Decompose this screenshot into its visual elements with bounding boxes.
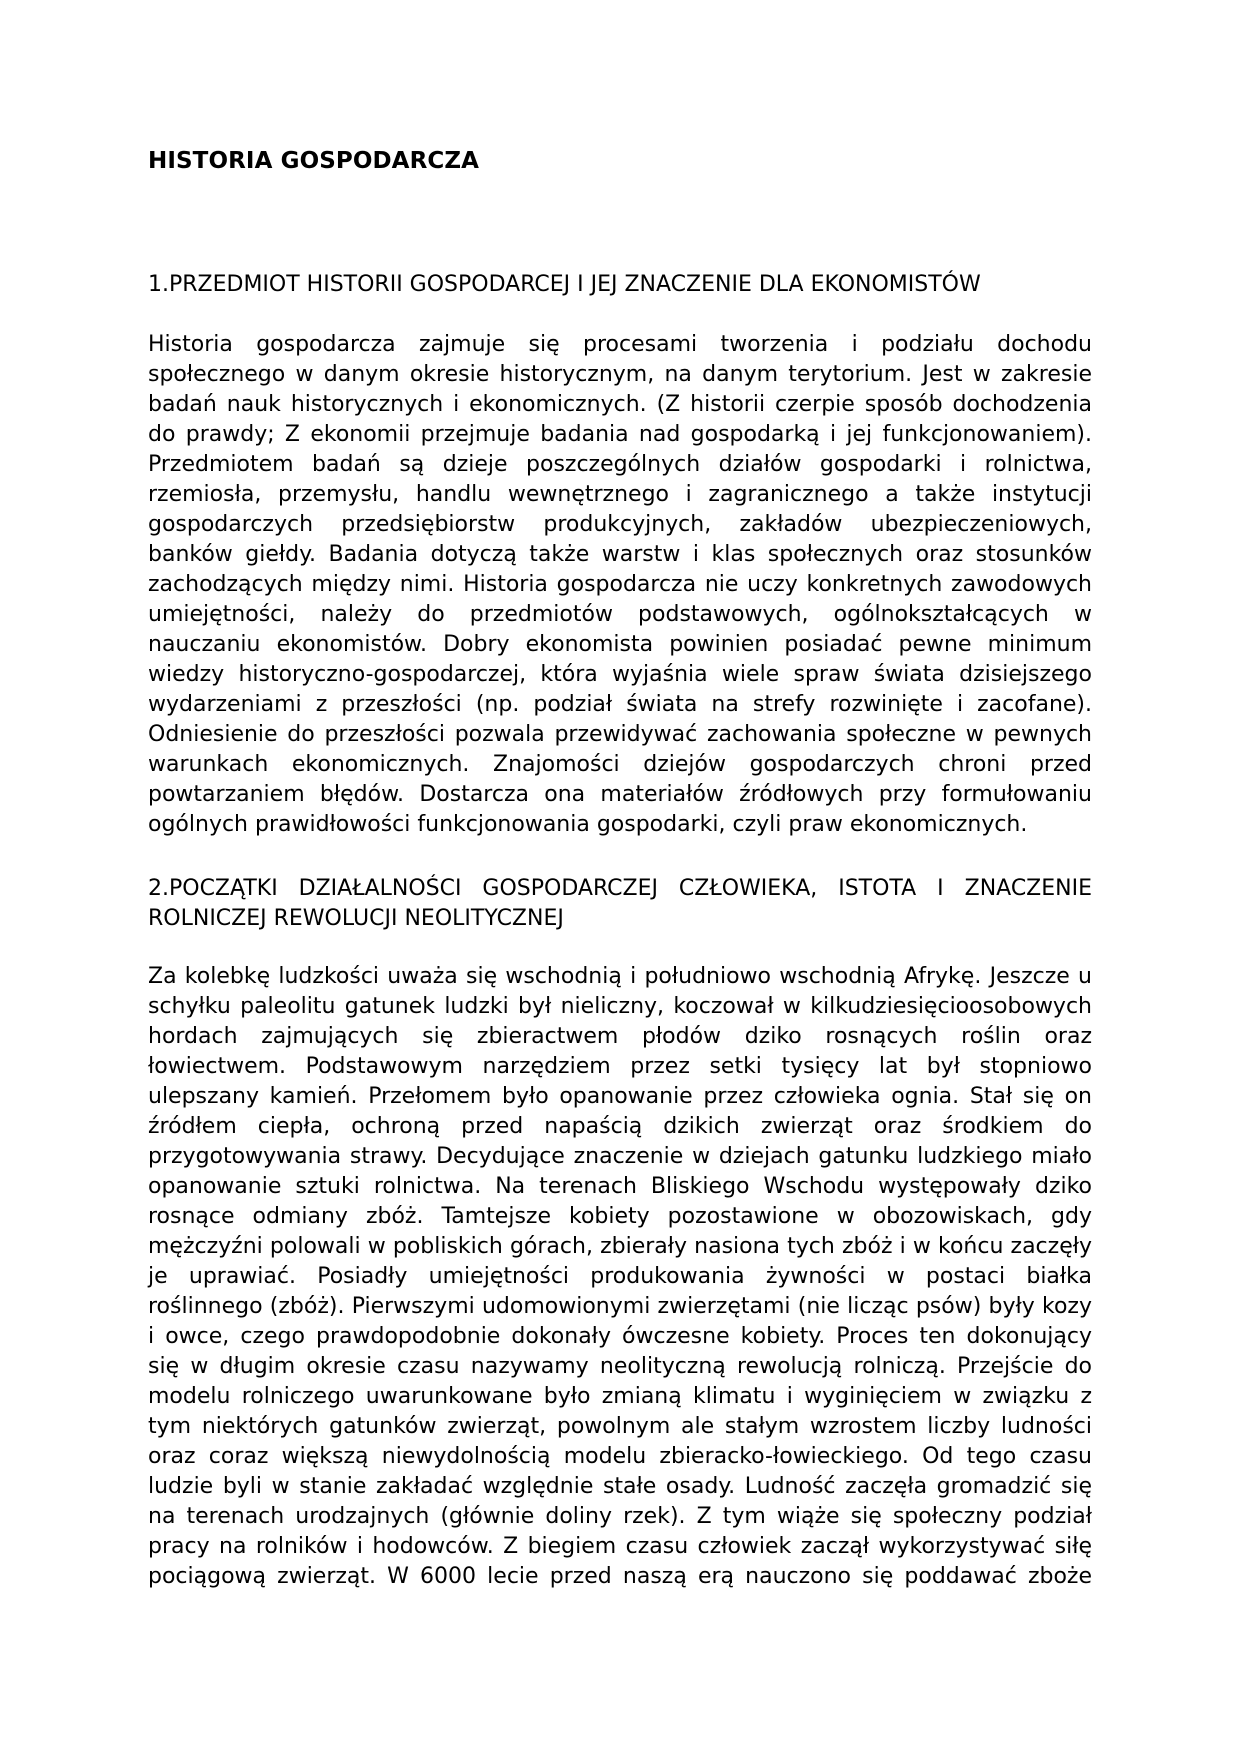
section-1-heading: 1.PRZEDMIOT HISTORII GOSPODARCEJ I JEJ ZNACZENIE DLA EKONOMISTÓW	[148, 272, 981, 297]
text-line: schyłku paleolitu gatunek ludzki był nieliczny, koczował w kilkudziesięcioosobowych	[148, 994, 1092, 1019]
text-line: ogólnych prawidłowości funkcjonowania gospodarki, czyli praw ekonomicznych.	[148, 812, 1028, 837]
text-line: tym niektórych gatunków zwierząt, powolnym ale stałym wzrostem liczby ludności	[148, 1414, 1092, 1439]
section-1-paragraph	[148, 330, 1092, 840]
text-line: zachodzących między nimi. Historia gospodarcza nie uczy konkretnych zawodowych	[148, 572, 1092, 597]
text-line: Za kolebkę ludzkości uważa się wschodnią i południowo wschodnią Afrykę. Jeszcze u	[148, 964, 1092, 989]
text-line: nauczaniu ekonomistów. Dobry ekonomista powinien posiadać pewne minimum	[148, 632, 1092, 657]
text-line: wydarzeniami z przeszłości (np. podział świata na strefy rozwinięte i zacofane).	[148, 692, 1092, 717]
text-line: i owce, czego prawdopodobnie dokonały ówczesne kobiety. Proces ten dokonujący	[148, 1324, 1092, 1349]
text-line: pociągową zwierząt. W 6000 lecie przed naszą erą nauczono się poddawać zboże	[148, 1564, 1092, 1589]
section-2-paragraph	[148, 962, 1092, 1592]
text-line: wiedzy historyczno-gospodarczej, która wyjaśnia wiele spraw świata dzisiejszego	[148, 662, 1092, 687]
text-line: do prawdy; Z ekonomii przejmuje badania nad gospodarką i jej funkcjonowaniem).	[148, 422, 1092, 447]
text-line: opanowanie sztuki rolnictwa. Na terenach Bliskiego Wschodu występowały dziko	[148, 1174, 1092, 1199]
text-line: mężczyźni polowali w pobliskich górach, zbierały nasiona tych zbóż i w końcu zaczęły	[148, 1234, 1092, 1259]
text-line: powtarzaniem błędów. Dostarcza ona materiałów źródłowych przy formułowaniu	[148, 782, 1092, 807]
text-line: umiejętności, należy do przedmiotów podstawowych, ogólnokształcących w	[148, 602, 1092, 627]
text-line: społecznego w danym okresie historycznym, na danym terytorium. Jest w zakresie	[148, 362, 1092, 387]
text-line: Odniesienie do przeszłości pozwala przewidywać zachowania społeczne w pewnych	[148, 722, 1092, 747]
text-line: modelu rolniczego uwarunkowane było zmianą klimatu i wyginięciem w związku z	[148, 1384, 1092, 1409]
text-line: warunkach ekonomicznych. Znajomości dziejów gospodarczych chroni przed	[148, 752, 1092, 777]
section-2-heading-line: 2.POCZĄTKI DZIAŁALNOŚCI GOSPODARCZEJ CZŁOWIEKA, ISTOTA I ZNACZENIE	[148, 876, 1092, 901]
text-line: źródłem ciepła, ochroną przed napaścią dzikich zwierząt oraz środkiem do	[148, 1114, 1092, 1139]
text-line: oraz coraz większą niewydolnością modelu zbieracko-łowieckiego. Od tego czasu	[148, 1444, 1092, 1469]
section-2-heading-line: ROLNICZEJ REWOLUCJI NEOLITYCZNEJ	[148, 906, 564, 931]
document-page	[148, 0, 1092, 1754]
text-line: rosnące odmiany zbóż. Tamtejsze kobiety pozostawione w obozowiskach, gdy	[148, 1204, 1092, 1229]
text-line: badań nauk historycznych i ekonomicznych. (Z historii czerpie sposób dochodzenia	[148, 392, 1092, 417]
text-line: łowiectwem. Podstawowym narzędziem przez setki tysięcy lat był stopniowo	[148, 1054, 1092, 1079]
text-line: gospodarczych przedsiębiorstw produkcyjnych, zakładów ubezpieczeniowych,	[148, 512, 1092, 537]
text-line: pracy na rolników i hodowców. Z biegiem czasu człowiek zaczął wykorzystywać siłę	[148, 1534, 1092, 1559]
text-line: hordach zajmujących się zbieractwem płodów dziko rosnących roślin oraz	[148, 1024, 1092, 1049]
text-line: ulepszany kamień. Przełomem było opanowanie przez człowieka ognia. Stał się on	[148, 1084, 1092, 1109]
text-line: się w długim okresie czasu nazywamy neolityczną rewolucją rolniczą. Przejście do	[148, 1354, 1092, 1379]
text-line: roślinnego (zbóż). Pierwszymi udomowionymi zwierzętami (nie licząc psów) były kozy	[148, 1294, 1092, 1319]
text-line: ludzie byli w stanie zakładać względnie stałe osady. Ludność zaczęła gromadzić się	[148, 1474, 1092, 1499]
section-2-heading	[148, 874, 1092, 934]
document-title: HISTORIA GOSPODARCZA	[148, 148, 480, 174]
text-line: na terenach urodzajnych (głównie doliny rzek). Z tym wiąże się społeczny podział	[148, 1504, 1092, 1529]
text-line: banków giełdy. Badania dotyczą także warstw i klas społecznych oraz stosunków	[148, 542, 1092, 567]
text-line: Przedmiotem badań są dzieje poszczególnych działów gospodarki i rolnictwa,	[148, 452, 1092, 477]
text-line: Historia gospodarcza zajmuje się procesami tworzenia i podziału dochodu	[148, 332, 1092, 357]
text-line: przygotowywania strawy. Decydujące znaczenie w dziejach gatunku ludzkiego miało	[148, 1144, 1092, 1169]
text-line: je uprawiać. Posiadły umiejętności produkowania żywności w postaci białka	[148, 1264, 1092, 1289]
text-line: rzemiosła, przemysłu, handlu wewnętrznego i zagranicznego a także instytucji	[148, 482, 1092, 507]
